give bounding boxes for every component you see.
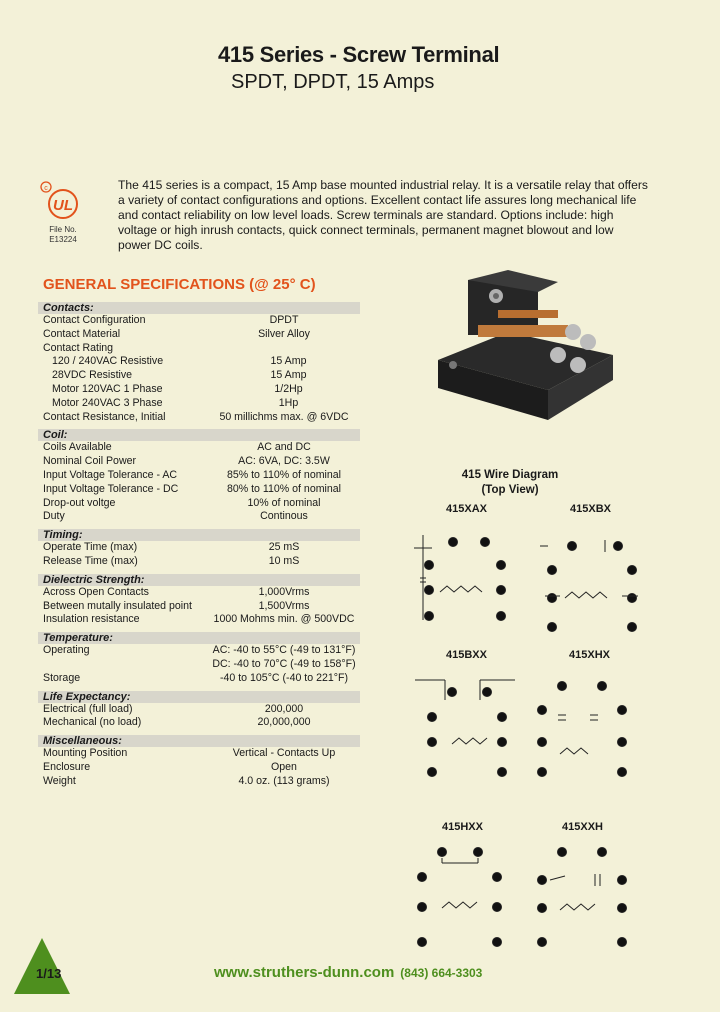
ul-c-mark: c [44,185,48,192]
wire-diagram-title-text: 415 Wire Diagram [461,469,559,481]
diagram-label: 415BXX [446,649,487,661]
section-header-misc: Miscellaneous: [38,735,360,747]
page-title: 415 Series - Screw Terminal [218,42,500,67]
diagram-label: 415HXX [442,821,483,833]
ul-file-number: E13224 [49,235,77,244]
diagram-label: 415XHX [569,649,610,661]
spec-row: Duty Continous [43,510,308,523]
spec-heading: GENERAL SPECIFICATIONS (@ 25° C) [43,276,316,293]
spec-row: Motor 120VAC 1 Phase 1/2Hp [52,382,303,395]
diagram-label: 415XBX [570,503,611,515]
spec-row: Contact Material Silver Alloy [43,327,310,340]
section-header-dielectric: Dielectric Strength: [38,574,360,586]
phone-number: (843) 664-3303 [400,966,483,980]
spec-row: Drop-out voltge 10% of nominal [43,496,321,509]
website-link[interactable]: www.struthers-dunn.com [214,964,395,981]
spec-row: Storage -40 to 105°C (-40 to 221°F) [43,671,348,684]
diagram-415xhx [538,682,627,777]
section-header-timing: Timing: [38,529,360,541]
spec-row: Electrical (full load) 200,000 [43,702,304,715]
spec-row: Across Open Contacts 1,000Vrms [43,585,310,598]
section-header-life: Life Expectancy: [38,691,360,703]
intro-paragraph: The 415 series is a compact, 15 Amp base mounted industrial relay. It is a versatile relay that offers a variety of contact configurations and options. Excellent contact life assures long mechanical life and contact reliability on low level loads. Screw terminals are standard. Options include: high voltage or high inrush contacts, quick connect terminals, permanent magnet blowout and low power DC coils. [118,178,648,252]
ul-file-label: File No. [49,225,77,234]
spec-row: Nominal Coil Power AC: 6VA, DC: 3.5W [43,455,330,468]
section-header-temperature: Temperature: [38,632,360,644]
spec-row: Insulation resistance 1000 Mohms min. @ 500VDC [43,613,355,626]
diagram-415hxx [418,848,502,947]
diagram-415xax [414,535,506,621]
wire-diagram-title [440,468,580,498]
spec-row: Contact Resistance, Initial 50 millichms max. @ 6VDC [43,410,349,423]
spec-row: Operating AC: -40 to 55°C (-49 to 131°F) [43,644,356,657]
diagram-415xxh [538,848,627,947]
spec-row: Contact Rating [43,341,114,354]
section-header-coil: Coil: [38,429,360,441]
spec-row: Coils Available AC and DC [43,441,311,454]
diagram-label: 415XAX [446,503,487,515]
page-number: 1/13 [36,966,62,981]
wire-diagram-subtitle: (Top View) [481,484,539,496]
section-header-contacts: Contacts: [38,302,360,314]
spec-row: DC: -40 to 70°C (-49 to 158°F) [212,657,356,670]
page-subtitle: SPDT, DPDT, 15 Amps [231,71,435,93]
spec-row: Enclosure Open [43,760,297,773]
spec-row: Mechanical (no load) 20,000,000 [43,716,311,729]
spec-row: Release Time (max) 10 mS [43,554,300,567]
spec-row: Mounting Position Vertical - Contacts Up [43,747,336,760]
diagram-415bxx [415,680,515,777]
spec-row: Input Voltage Tolerance - AC 85% to 110% of nominal [43,468,342,481]
spec-row: Between mutally insulated point 1,500Vrms [43,599,310,612]
ul-listed-logo [36,180,86,250]
spec-table [38,302,360,789]
footer-contact [214,964,482,981]
diagram-label: 415XXH [562,821,603,833]
spec-row: Weight 4.0 oz. (113 grams) [43,774,330,787]
spec-row: Input Voltage Tolerance - DC 80% to 110% of nominal [43,482,342,495]
wire-diagrams [400,500,650,970]
spec-row: Motor 240VAC 3 Phase 1Hp [52,396,299,409]
spec-row: Operate Time (max) 25 mS [43,541,300,554]
ul-mark-text: UL [53,197,73,214]
spec-row: Contact Configuration DPDT [43,314,299,326]
diagram-415xbx [540,540,638,632]
spec-row: 120 / 240VAC Resistive 15 Amp [52,355,307,368]
relay-product-image [428,270,618,440]
spec-row: 28VDC Resistive 15 Amp [52,369,307,382]
